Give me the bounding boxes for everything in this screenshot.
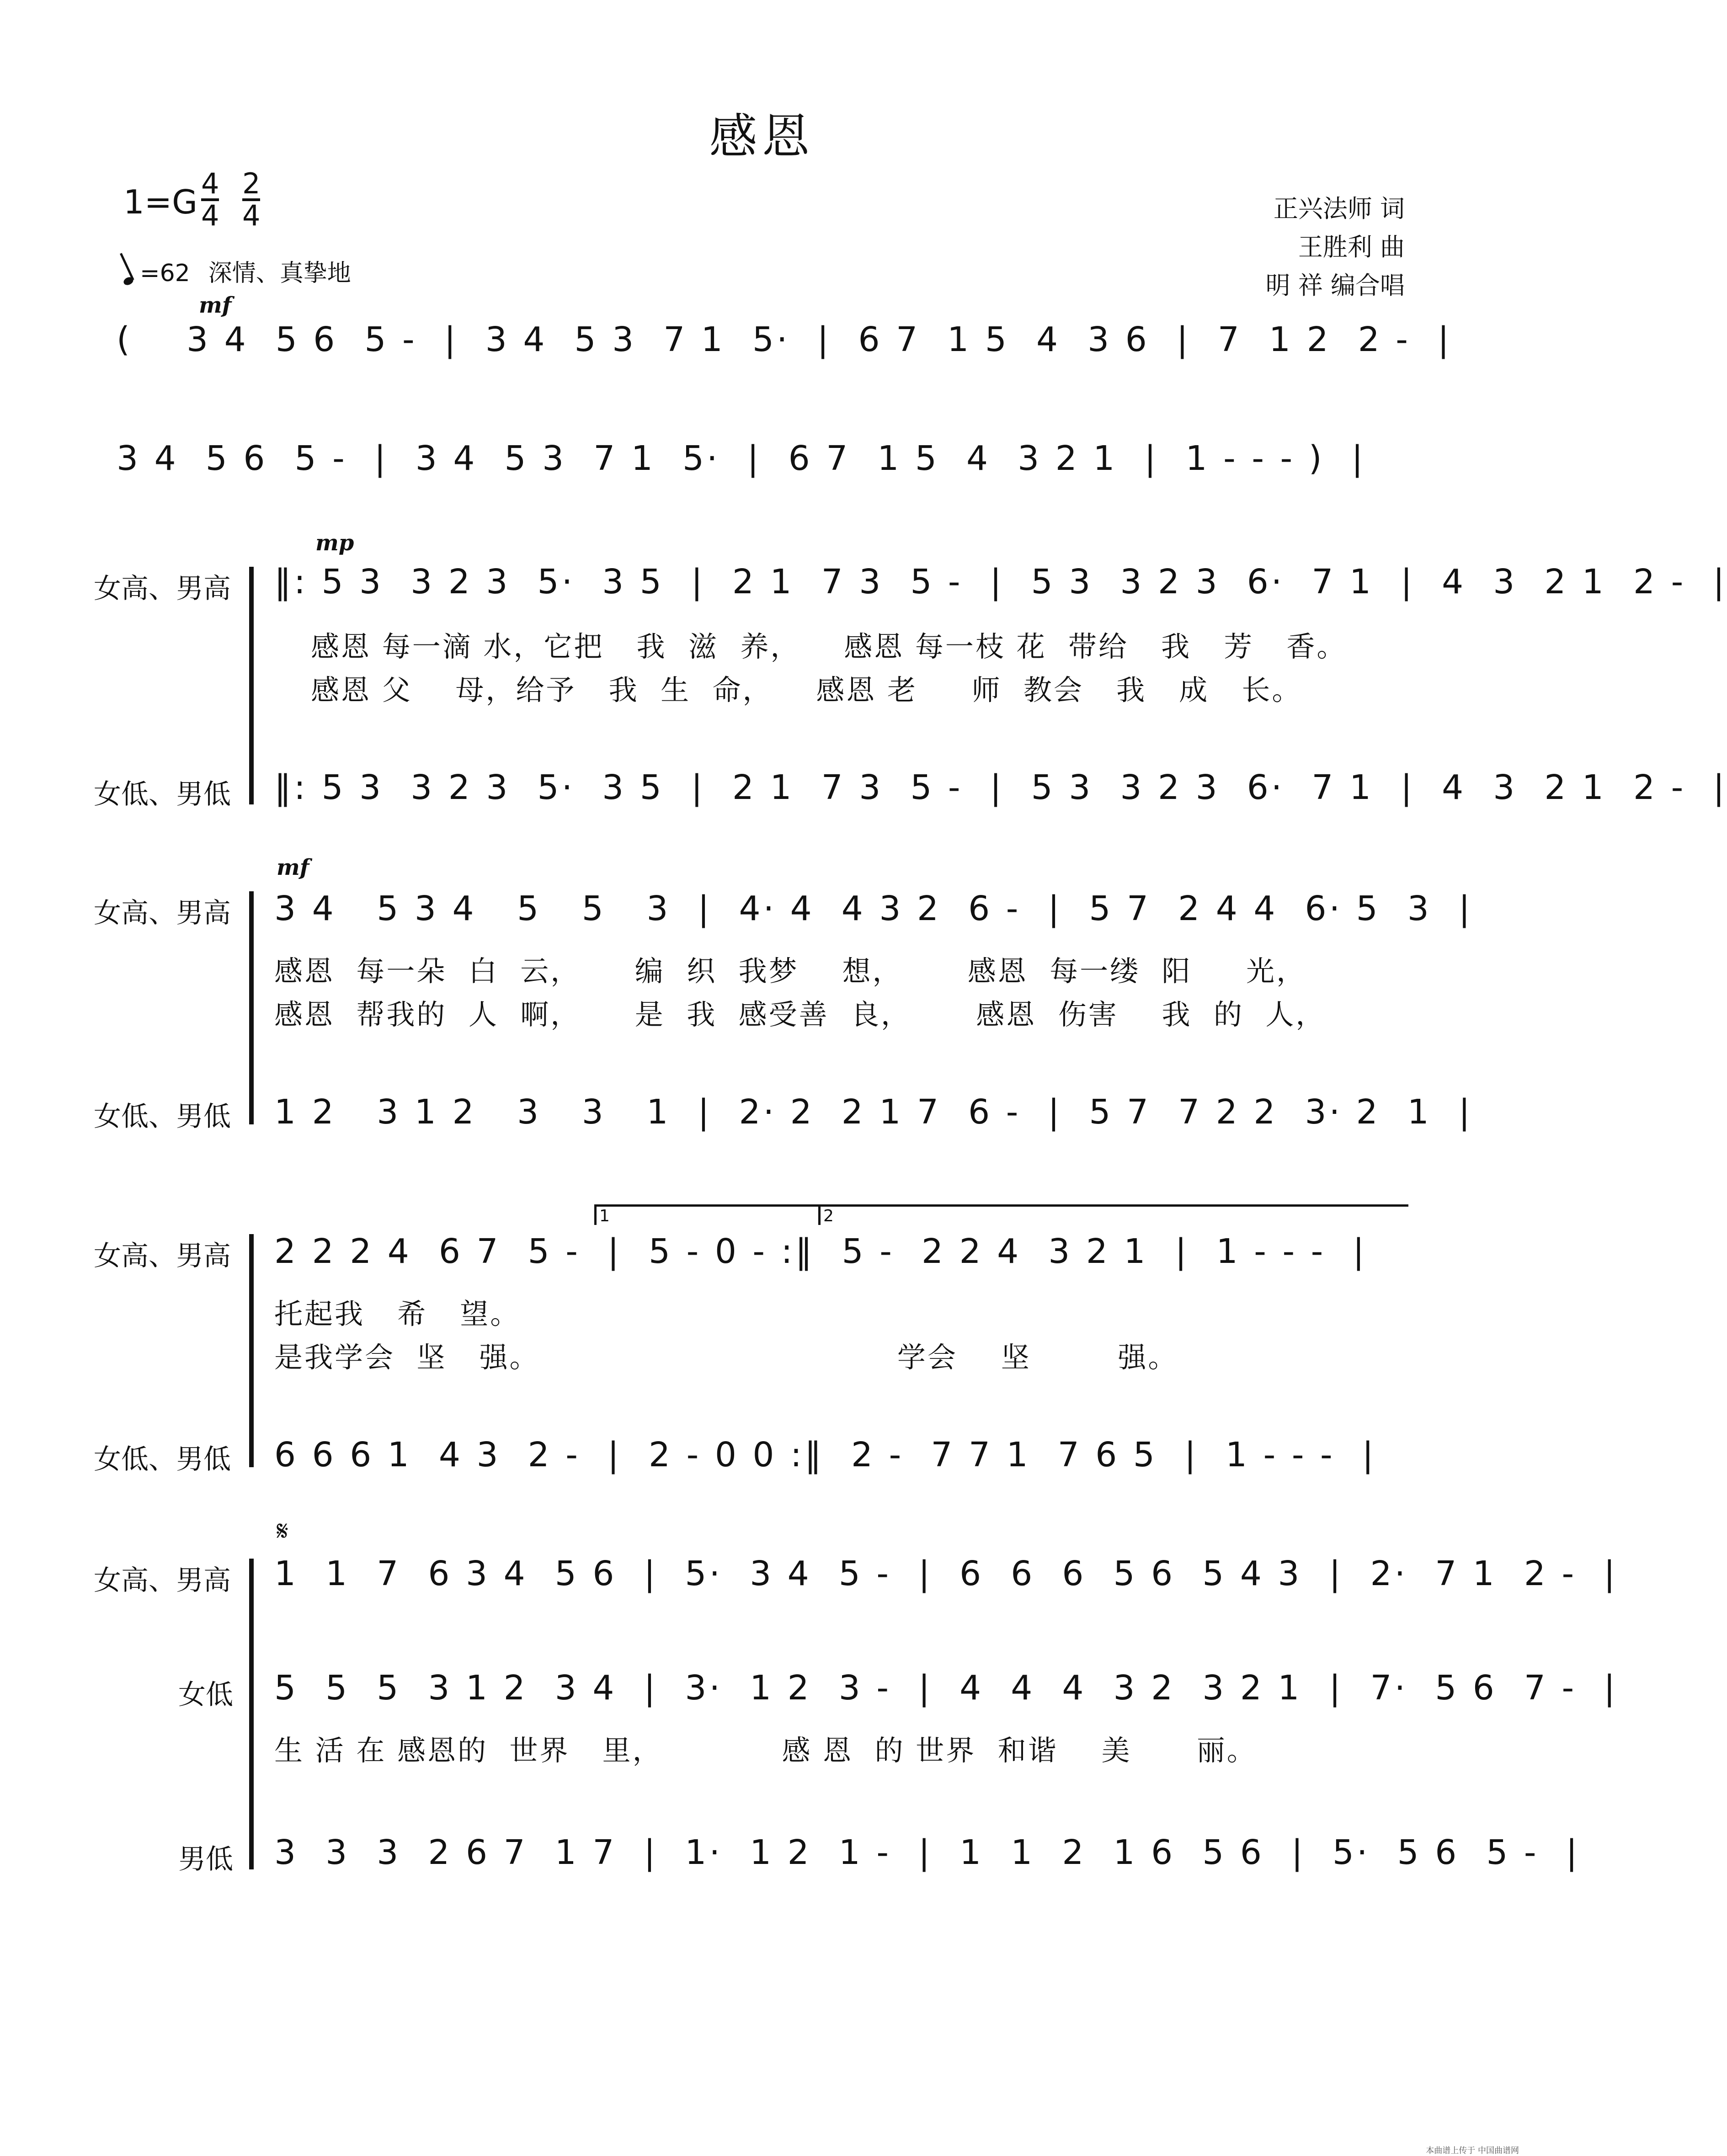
system2-upper-voice: 3 4 5 3 4 5 5 3 | 4· 4 4 3 2 6 - | 5 7 2 4 4 6· 5 3 | (274, 889, 1473, 928)
system2-lower-voice: 1 2 3 1 2 3 3 1 | 2· 2 2 1 7 6 - | 5 7 7 2 2 3· 2 1 | (274, 1092, 1473, 1132)
part-label-sop-ten: 女高、男高 (94, 573, 231, 605)
tempo-value: =62 (140, 260, 190, 287)
volta-bracket-1: 1 (594, 1204, 819, 1225)
system4-lower-voice: 3 3 3 2 6 7 1 7 | 1· 1 2 1 - | 1 1 2 1 6 5 6 | 5· 5 6 5 - | (274, 1833, 1580, 1872)
time-signature-bottom: 4 (201, 199, 219, 232)
segno-sign: 𝄋 (277, 1515, 288, 1547)
dynamic-mp: mp (315, 530, 354, 556)
tempo-marking (123, 254, 351, 288)
lyricist-credit: 正兴法师 词 (1273, 194, 1405, 223)
part-label-alto-bass: 女低、男低 (94, 1101, 231, 1133)
system1-upper-voice: ‖: 5 3 3 2 3 5· 3 5 | 2 1 7 3 5 - | 5 3 3 2 3 6· 7 1 | 4 3 2 1 2 - | (274, 562, 1727, 602)
time-signature-2-4 (242, 169, 260, 230)
system3-lyric-verse1: 托起我 希 望。 (274, 1297, 521, 1331)
system4-middle-voice: 5 5 5 3 1 2 3 4 | 3· 1 2 3 - | 4 4 4 3 2 3 2 1 | 7· 5 6 7 - | (274, 1668, 1618, 1708)
time-signature-top: 2 (242, 167, 261, 200)
arranger-credit: 明 祥 编合唱 (1265, 271, 1405, 300)
system3-upper-voice: 2 2 2 4 6 7 5 - | 5 - 0 - :‖ 5 - 2 2 4 3 2 1 | 1 - - - | (274, 1232, 1367, 1271)
system4-lyric: 生 活 在 感恩的 世界 里， 感 恩 的 世界 和谐 美 丽。 (274, 1734, 1257, 1767)
watermark-footer: 本曲谱上传于 中国曲谱网 (1426, 2146, 1519, 2156)
system-bracket (249, 891, 254, 1124)
part-label-sop-ten: 女高、男高 (94, 1565, 231, 1597)
quarter-note-icon (123, 276, 135, 287)
system-bracket (249, 567, 254, 804)
system3-lyric-verse2: 是我学会 坚 强。 学会 坚 强。 (274, 1341, 1178, 1374)
time-signature-top: 4 (201, 167, 219, 200)
part-label-bass: 男低 (178, 1843, 233, 1875)
system4-upper-voice: 1 1 7 6 3 4 5 6 | 5· 3 4 5 - | 6 6 6 5 6 5 4 3 | 2· 7 1 2 - | (274, 1554, 1618, 1593)
dynamic-mf: mf (277, 855, 309, 880)
expression-marking: 深情、真挚地 (208, 260, 351, 287)
part-label-alto: 女低 (178, 1679, 233, 1711)
system1-lower-voice: ‖: 5 3 3 2 3 5· 3 5 | 2 1 7 3 5 - | 5 3 3 2 3 6· 7 1 | 4 3 2 1 2 - | (274, 768, 1727, 807)
system2-lyric-verse2: 感恩 帮我的 人 啊， 是 我 感受善 良， 感恩 伤害 我 的 人， (274, 998, 1326, 1031)
part-label-alto-bass: 女低、男低 (94, 778, 231, 810)
composer-credit: 王胜利 曲 (1298, 233, 1405, 261)
part-label-sop-ten: 女高、男高 (94, 897, 231, 929)
system3-lower-voice: 6 6 6 1 4 3 2 - | 2 - 0 0 :‖ 2 - 7 7 1 7 6 5 | 1 - - - | (274, 1435, 1376, 1475)
volta-bracket-2: 2 (818, 1204, 1408, 1225)
part-label-sop-ten: 女高、男高 (94, 1240, 231, 1272)
dynamic-mf: mf (199, 293, 232, 318)
part-label-alto-bass: 女低、男低 (94, 1443, 231, 1475)
time-signature-4-4 (201, 169, 219, 230)
system2-lyric-verse1: 感恩 每一朵 白 云， 编 织 我梦 想， 感恩 每一缕 阳 光， (274, 954, 1307, 988)
credits (1266, 190, 1405, 305)
page-title: 感恩 (709, 109, 815, 165)
system1-lyric-verse1: 感恩 每一滴 水，它把 我 滋 养， 感恩 每一枝 花 带给 我 芳 香。 (311, 630, 1347, 663)
system-bracket (249, 1234, 254, 1467)
time-signature-bottom: 4 (242, 199, 261, 232)
intro-line-2: 3 4 5 6 5 - | 3 4 5 3 7 1 5· | 6 7 1 5 4 3 2 1 | 1 - - - ) | (117, 439, 1366, 478)
key-signature: 1=G (123, 183, 197, 221)
system-bracket (249, 1559, 254, 1869)
intro-line-1: ( 3 4 5 6 5 - | 3 4 5 3 7 1 5· | 6 7 1 5 4 3 6 | 7 1 2 2 - | (117, 320, 1452, 359)
system1-lyric-verse2: 感恩 父 母，给予 我 生 命， 感恩 老 师 教会 我 成 长。 (311, 673, 1302, 707)
